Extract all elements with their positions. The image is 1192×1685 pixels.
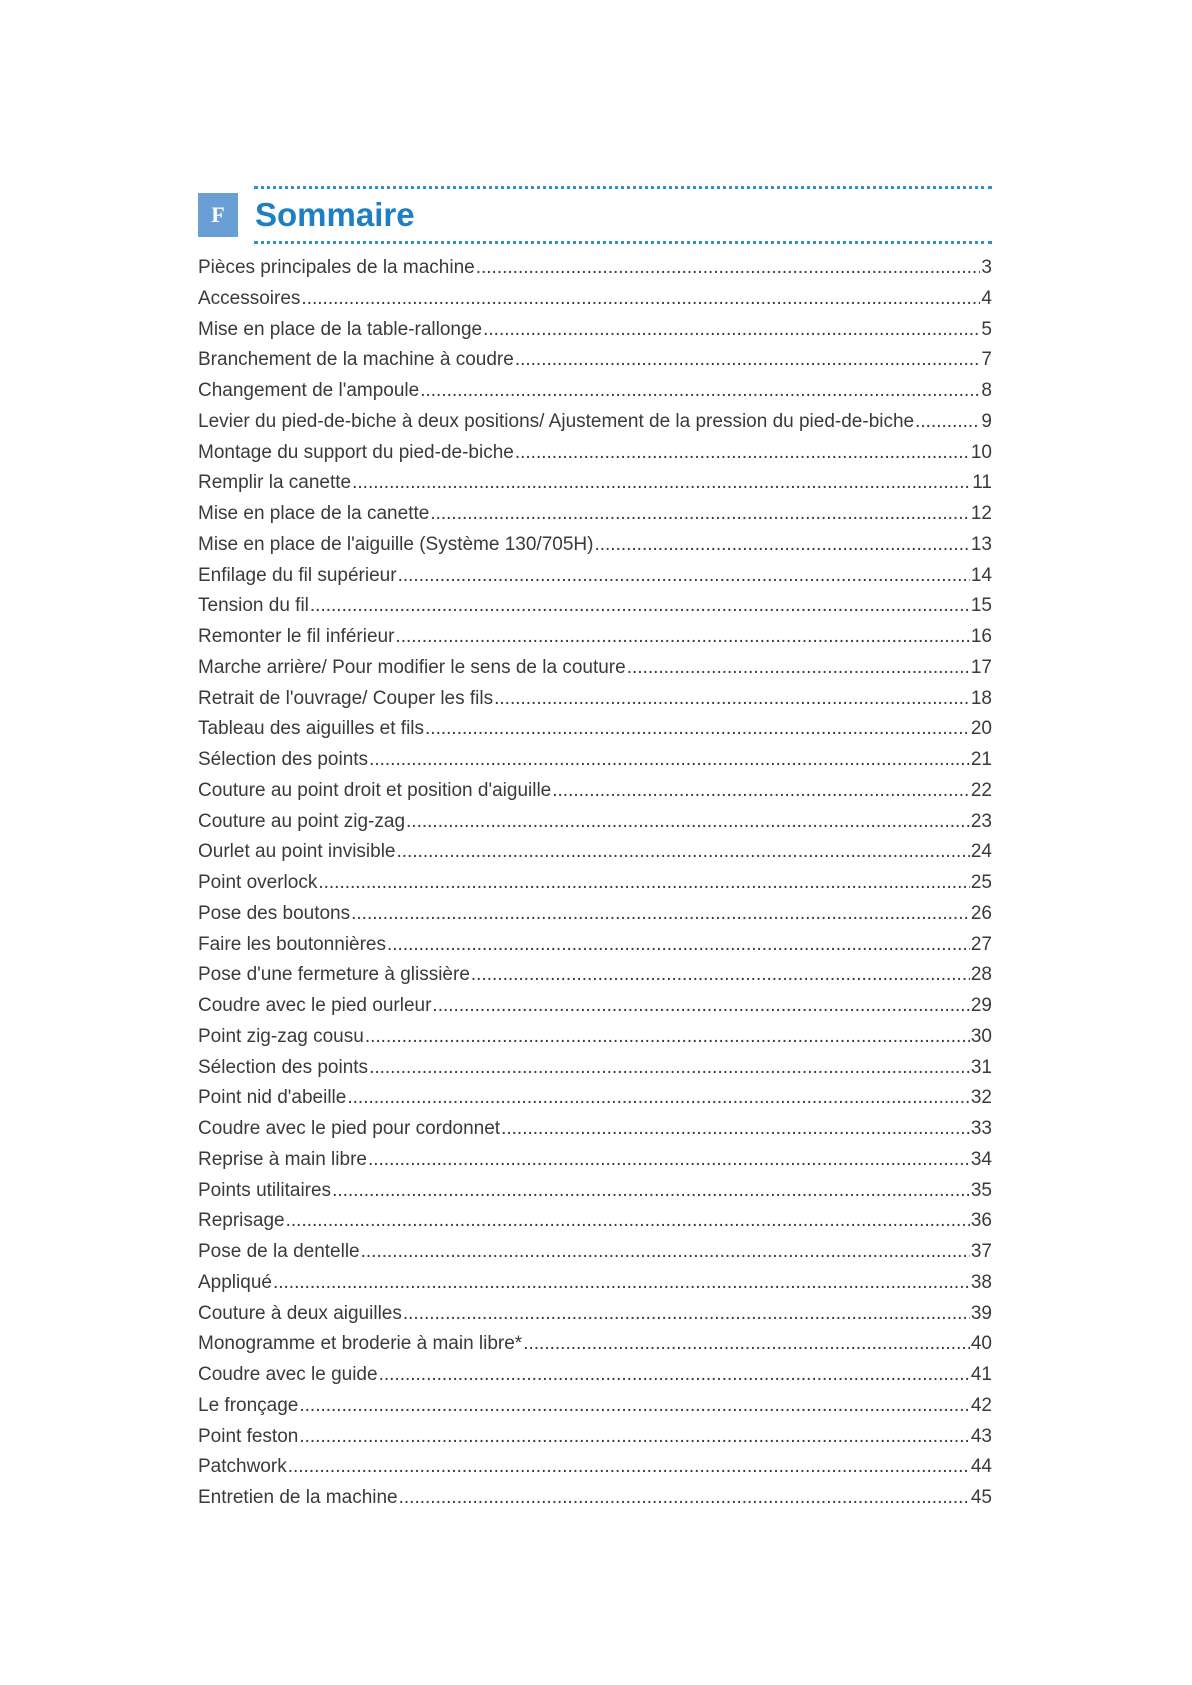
dot-leader	[286, 1210, 970, 1232]
dot-leader	[425, 718, 970, 740]
toc-entry	[198, 657, 992, 688]
toc-entry	[198, 595, 992, 626]
toc-entry-page-number: 3	[981, 257, 992, 278]
toc-entry-page-number: 10	[970, 441, 992, 463]
toc-entry-page-number: 34	[970, 1148, 992, 1170]
dot-leader	[379, 1364, 970, 1386]
dot-leader	[365, 1026, 970, 1048]
toc-entry	[198, 349, 992, 380]
dot-leader	[273, 1272, 970, 1294]
dot-leader	[301, 288, 980, 310]
toc-entry	[198, 1456, 992, 1487]
toc-entry	[198, 995, 992, 1026]
dot-leader	[399, 1487, 970, 1509]
toc-entry	[198, 565, 992, 596]
dot-leader	[395, 626, 969, 648]
toc-entry-page-number: 27	[970, 933, 992, 955]
toc-entry	[198, 257, 992, 288]
toc-entry-page-number: 12	[970, 503, 992, 524]
toc-entry	[198, 1395, 992, 1426]
toc-entry-page-number: 29	[970, 995, 992, 1016]
toc-entry-title: Sélection des points	[198, 1056, 369, 1078]
toc-entry-page-number: 17	[970, 656, 992, 678]
dot-leader	[351, 903, 970, 925]
toc-entry-page-number: 8	[981, 380, 992, 401]
toc-entry-title: Couture au point zig-zag	[198, 810, 406, 832]
toc-entry-page-number: 7	[981, 349, 992, 371]
toc-entry-title: Pose d'une fermeture à glissière	[198, 964, 470, 986]
dot-leader	[318, 872, 970, 894]
toc-entry-title: Mise en place de la table-rallonge	[198, 318, 483, 340]
toc-entry-title: Point nid d'abeille	[198, 1087, 347, 1109]
toc-entry-title: Accessoires	[198, 287, 301, 309]
dot-leader	[523, 1333, 970, 1355]
toc-entry-page-number: 5	[981, 318, 992, 340]
toc-entry-title: Point feston	[198, 1425, 299, 1447]
dot-leader	[361, 1241, 970, 1263]
toc-entry	[198, 534, 992, 565]
toc-entry	[198, 1210, 992, 1241]
toc-entry-title: Changement de l'ampoule	[198, 380, 420, 401]
dot-leader	[403, 1303, 970, 1325]
toc-entry-page-number: 42	[970, 1394, 992, 1416]
page-title: Sommaire	[255, 196, 415, 233]
toc-entry-page-number: 45	[970, 1487, 992, 1508]
dot-leader	[432, 995, 969, 1017]
dot-leader	[483, 319, 980, 341]
toc-entry-title: Couture au point droit et position d'aiguille	[198, 779, 552, 801]
toc-entry	[198, 872, 992, 903]
dot-leader	[915, 411, 980, 433]
toc-entry	[198, 1057, 992, 1088]
toc-entry-title: Le fronçage	[198, 1394, 299, 1416]
toc-entry-title: Entretien de la machine	[198, 1487, 398, 1508]
toc-entry-page-number: 24	[970, 841, 992, 863]
toc-entry-page-number: 41	[970, 1364, 992, 1385]
toc-entry	[198, 1426, 992, 1457]
dot-leader	[299, 1395, 970, 1417]
dot-leader	[369, 1057, 970, 1079]
toc-entry	[198, 1118, 992, 1149]
dot-leader	[476, 257, 981, 279]
toc-entry-title: Mise en place de l'aiguille (Système 130/705H)	[198, 533, 594, 555]
toc-entry-title: Reprisage	[198, 1210, 285, 1232]
dot-leader	[515, 442, 970, 464]
dot-leader	[347, 1087, 970, 1109]
toc-entry-page-number: 4	[981, 287, 992, 309]
dot-leader	[627, 657, 970, 679]
toc-entry-title: Remonter le fil inférieur	[198, 626, 395, 647]
toc-entry-page-number: 40	[970, 1333, 992, 1355]
toc-entry	[198, 1364, 992, 1395]
toc-entry-title: Sélection des points	[198, 749, 369, 770]
toc-entry-title: Pièces principales de la machine	[198, 257, 475, 278]
dot-leader	[430, 503, 970, 525]
toc-entry-title: Pose des boutons	[198, 902, 351, 924]
toc-entry	[198, 964, 992, 995]
toc-entry-title: Coudre avec le pied ourleur	[198, 995, 432, 1016]
toc-entry-page-number: 18	[970, 687, 992, 709]
toc-entry	[198, 442, 992, 473]
dot-leader	[494, 688, 970, 710]
toc-entry-title: Points utilitaires	[198, 1179, 332, 1201]
toc-entry-title: Tableau des aiguilles et fils	[198, 718, 425, 740]
toc-entry-page-number: 23	[970, 810, 992, 832]
dot-leader	[332, 1180, 970, 1202]
toc-entry-title: Ourlet au point invisible	[198, 841, 396, 863]
toc-entry-page-number: 39	[970, 1302, 992, 1324]
toc-entry-title: Reprise à main libre	[198, 1148, 367, 1170]
toc-entry-title: Remplir la canette	[198, 472, 352, 494]
toc-entry	[198, 288, 992, 319]
toc-entry-page-number: 38	[970, 1271, 992, 1293]
toc-entry-title: Retrait de l'ouvrage/ Couper les fils	[198, 687, 494, 709]
toc-entry	[198, 688, 992, 719]
toc-entry	[198, 749, 992, 780]
toc-entry-page-number: 31	[970, 1056, 992, 1078]
toc-entry	[198, 472, 992, 503]
dot-leader	[398, 565, 970, 587]
toc-entry-title: Faire les boutonnières	[198, 933, 386, 955]
toc-entry	[198, 380, 992, 411]
toc-entry	[198, 1333, 992, 1364]
toc-entry-page-number: 43	[970, 1425, 992, 1447]
dot-leader	[406, 811, 970, 833]
toc-entry-title: Mise en place de la canette	[198, 503, 430, 524]
toc-entry-page-number: 35	[970, 1179, 992, 1201]
toc-entry-title: Appliqué	[198, 1271, 272, 1293]
toc-entry	[198, 1180, 992, 1211]
toc-entry-title: Branchement de la machine à coudre	[198, 349, 514, 371]
toc-entry-title: Coudre avec le pied pour cordonnet	[198, 1118, 501, 1139]
toc-entry-title: Point overlock	[198, 872, 318, 893]
toc-entry	[198, 903, 992, 934]
toc-entry-title: Tension du fil	[198, 595, 309, 617]
toc-entry-page-number: 14	[970, 564, 992, 586]
toc-entry-page-number: 30	[970, 1025, 992, 1047]
toc-entry-page-number: 28	[970, 964, 992, 986]
toc-entry-page-number: 16	[970, 626, 992, 647]
toc-entry-title: Monogramme et broderie à main libre*	[198, 1333, 523, 1355]
toc-entry	[198, 1272, 992, 1303]
dot-leader	[368, 1149, 970, 1171]
document-page	[198, 0, 992, 1685]
toc-entry-page-number: 21	[970, 749, 992, 770]
toc-entry-page-number: 13	[970, 533, 992, 555]
dot-leader	[397, 841, 970, 863]
toc-entry	[198, 811, 992, 842]
toc-entry	[198, 503, 992, 534]
table-of-contents	[198, 257, 992, 1518]
toc-entry-page-number: 32	[970, 1087, 992, 1109]
toc-entry	[198, 934, 992, 965]
toc-entry-title: Enfilage du fil supérieur	[198, 564, 397, 586]
toc-entry-page-number: 15	[970, 595, 992, 617]
toc-entry-page-number: 36	[970, 1210, 992, 1232]
toc-entry-title: Couture à deux aiguilles	[198, 1302, 402, 1324]
toc-entry	[198, 1026, 992, 1057]
dot-leader	[369, 749, 970, 771]
language-badge: F	[198, 193, 238, 237]
toc-entry-page-number: 20	[970, 718, 992, 740]
toc-entry	[198, 1487, 992, 1518]
dot-leader	[501, 1118, 970, 1140]
toc-entry-page-number: 26	[970, 902, 992, 924]
toc-entry	[198, 841, 992, 872]
dot-leader	[420, 380, 980, 402]
dot-leader	[288, 1456, 970, 1478]
toc-entry	[198, 411, 992, 442]
dot-leader	[552, 780, 970, 802]
toc-entry-title: Point zig-zag cousu	[198, 1025, 364, 1047]
toc-entry-page-number: 33	[970, 1118, 992, 1139]
toc-entry-title: Coudre avec le guide	[198, 1364, 378, 1385]
toc-entry-title: Levier du pied-de-biche à deux positions/ Ajustement de la pression du pied-de-biche	[198, 410, 915, 432]
toc-entry	[198, 626, 992, 657]
toc-entry-title: Pose de la dentelle	[198, 1241, 360, 1262]
dot-leader	[387, 934, 970, 956]
toc-entry	[198, 1303, 992, 1334]
dotted-rule-top	[254, 186, 992, 189]
toc-entry	[198, 1241, 992, 1272]
toc-entry	[198, 780, 992, 811]
toc-entry-title: Montage du support du pied-de-biche	[198, 441, 514, 463]
toc-entry	[198, 718, 992, 749]
toc-entry	[198, 1149, 992, 1180]
toc-entry-page-number: 22	[970, 779, 992, 801]
toc-entry-page-number: 25	[970, 872, 992, 893]
toc-entry-page-number: 11	[972, 472, 992, 494]
dot-leader	[471, 964, 970, 986]
toc-entry-page-number: 44	[970, 1456, 992, 1478]
toc-entry-page-number: 37	[970, 1241, 992, 1262]
toc-entry-page-number: 9	[981, 410, 992, 432]
toc-entry-title: Marche arrière/ Pour modifier le sens de la couture	[198, 656, 626, 678]
dot-leader	[594, 534, 969, 556]
dotted-rule-bottom	[254, 241, 992, 244]
dot-leader	[310, 595, 970, 617]
dot-leader	[352, 472, 971, 494]
toc-entry-title: Patchwork	[198, 1456, 287, 1478]
toc-entry	[198, 319, 992, 350]
dot-leader	[299, 1426, 970, 1448]
dot-leader	[515, 349, 981, 371]
toc-entry	[198, 1087, 992, 1118]
